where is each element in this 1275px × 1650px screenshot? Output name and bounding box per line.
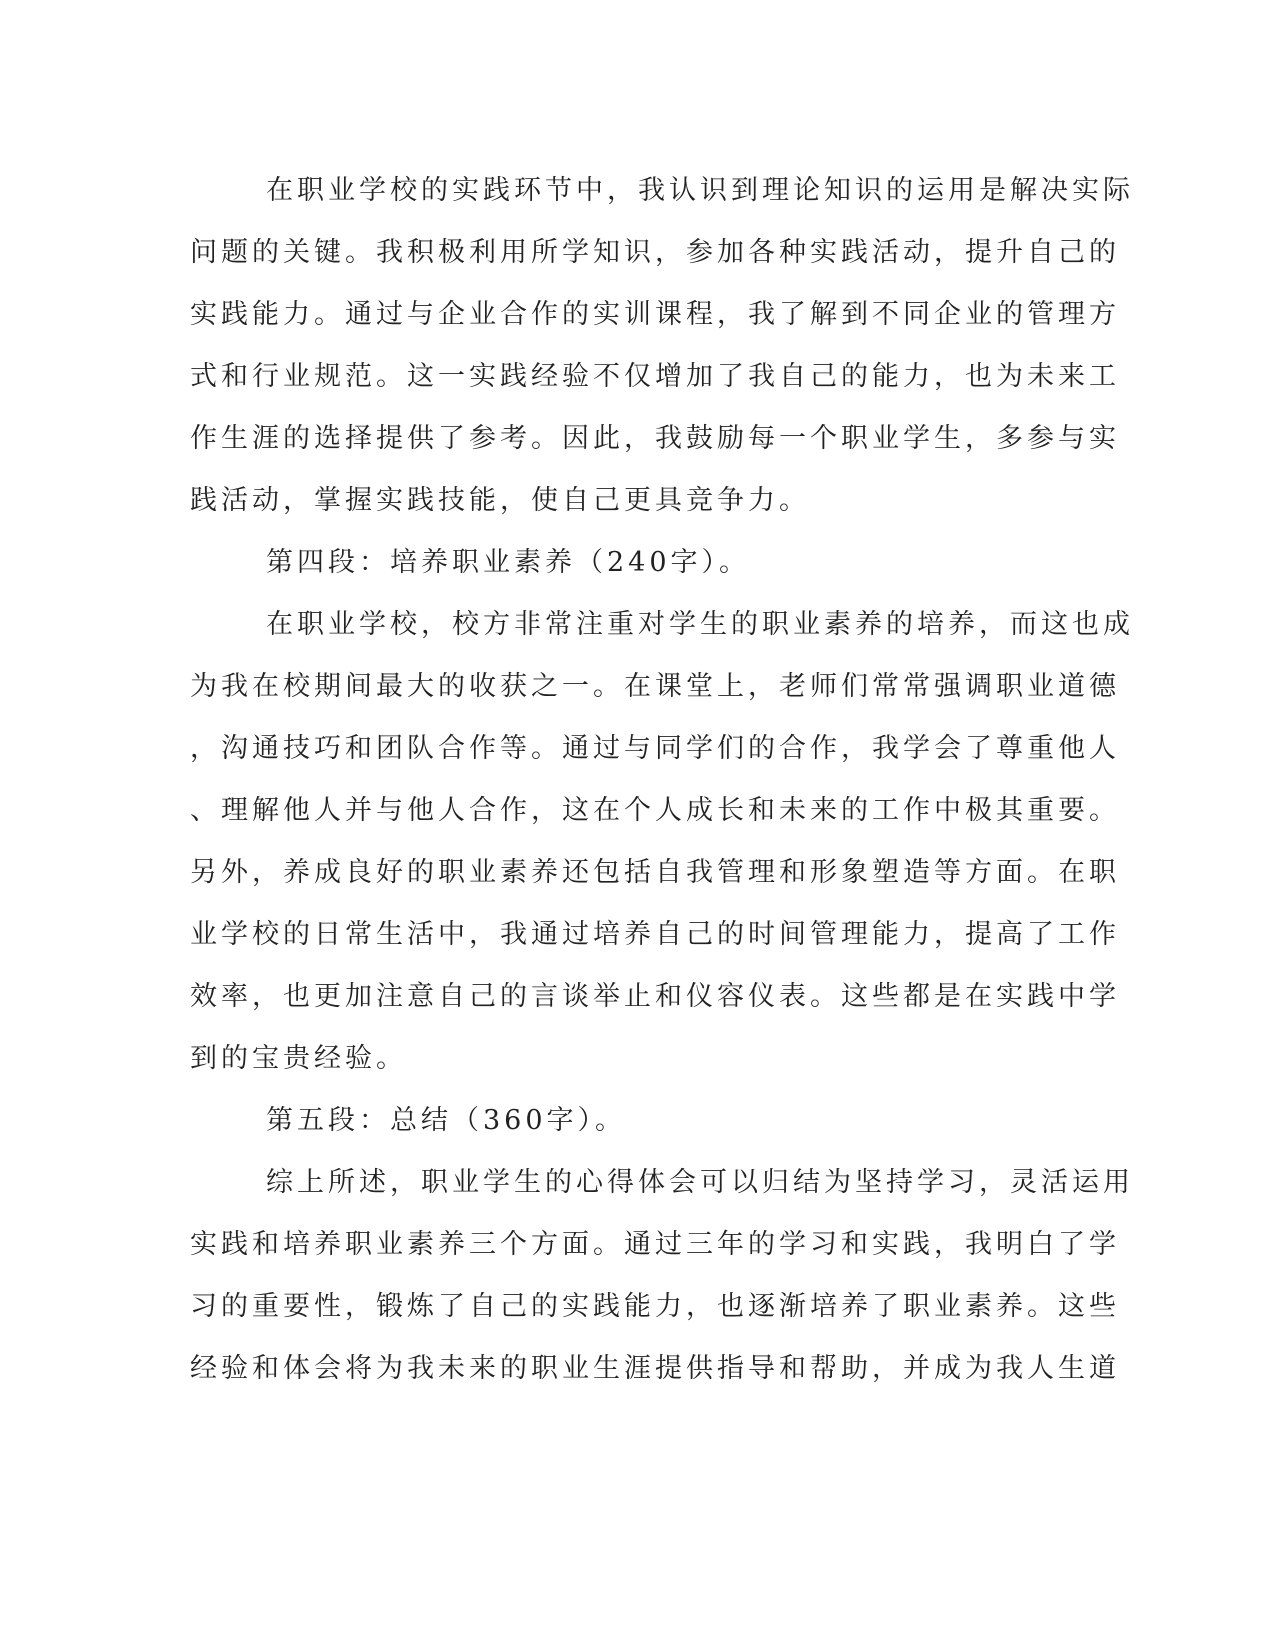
paragraph-line: 经验和体会将为我未来的职业生涯提供指导和帮助，并成为我人生道 [190, 1353, 1120, 1384]
paragraph-line: 实践能力。通过与企业合作的实训课程，我了解到不同企业的管理方 [190, 299, 1120, 330]
paragraph-line: 式和行业规范。这一实践经验不仅增加了我自己的能力，也为未来工 [190, 361, 1120, 392]
paragraph-line: 在职业学校的实践环节中，我认识到理论知识的运用是解决实际 [266, 175, 1134, 206]
paragraph-line: 综上所述，职业学生的心得体会可以归结为坚持学习，灵活运用 [266, 1167, 1134, 1198]
paragraph-line: 践活动，掌握实践技能，使自己更具竞争力。 [190, 485, 810, 516]
paragraph-line: 实践和培养职业素养三个方面。通过三年的学习和实践，我明白了学 [190, 1229, 1120, 1260]
paragraph-line: 业学校的日常生活中，我通过培养自己的时间管理能力，提高了工作 [190, 919, 1120, 950]
document-body [190, 160, 1134, 1400]
paragraph-line: 为我在校期间最大的收获之一。在课堂上，老师们常常强调职业道德 [190, 671, 1120, 702]
paragraph-line: 效率，也更加注意自己的言谈举止和仪容仪表。这些都是在实践中学 [190, 981, 1120, 1012]
section-heading: 第四段：培养职业素养（240字）。 [266, 547, 751, 578]
paragraph-line: 在职业学校，校方非常注重对学生的职业素养的培养，而这也成 [266, 609, 1134, 640]
paragraph-line: 到的宝贵经验。 [190, 1043, 407, 1074]
paragraph-line: ，沟通技巧和团队合作等。通过与同学们的合作，我学会了尊重他人 [190, 733, 1120, 764]
paragraph-line: 作生涯的选择提供了参考。因此，我鼓励每一个职业学生，多参与实 [190, 423, 1120, 454]
paragraph-line: 、理解他人并与他人合作，这在个人成长和未来的工作中极其重要。 [190, 795, 1120, 826]
paragraph-line: 习的重要性，锻炼了自己的实践能力，也逐渐培养了职业素养。这些 [190, 1291, 1120, 1322]
paragraph-line: 问题的关键。我积极利用所学知识，参加各种实践活动，提升自己的 [190, 237, 1120, 268]
paragraph-line: 另外，养成良好的职业素养还包括自我管理和形象塑造等方面。在职 [190, 857, 1120, 888]
section-heading: 第五段：总结（360字）。 [266, 1105, 627, 1136]
